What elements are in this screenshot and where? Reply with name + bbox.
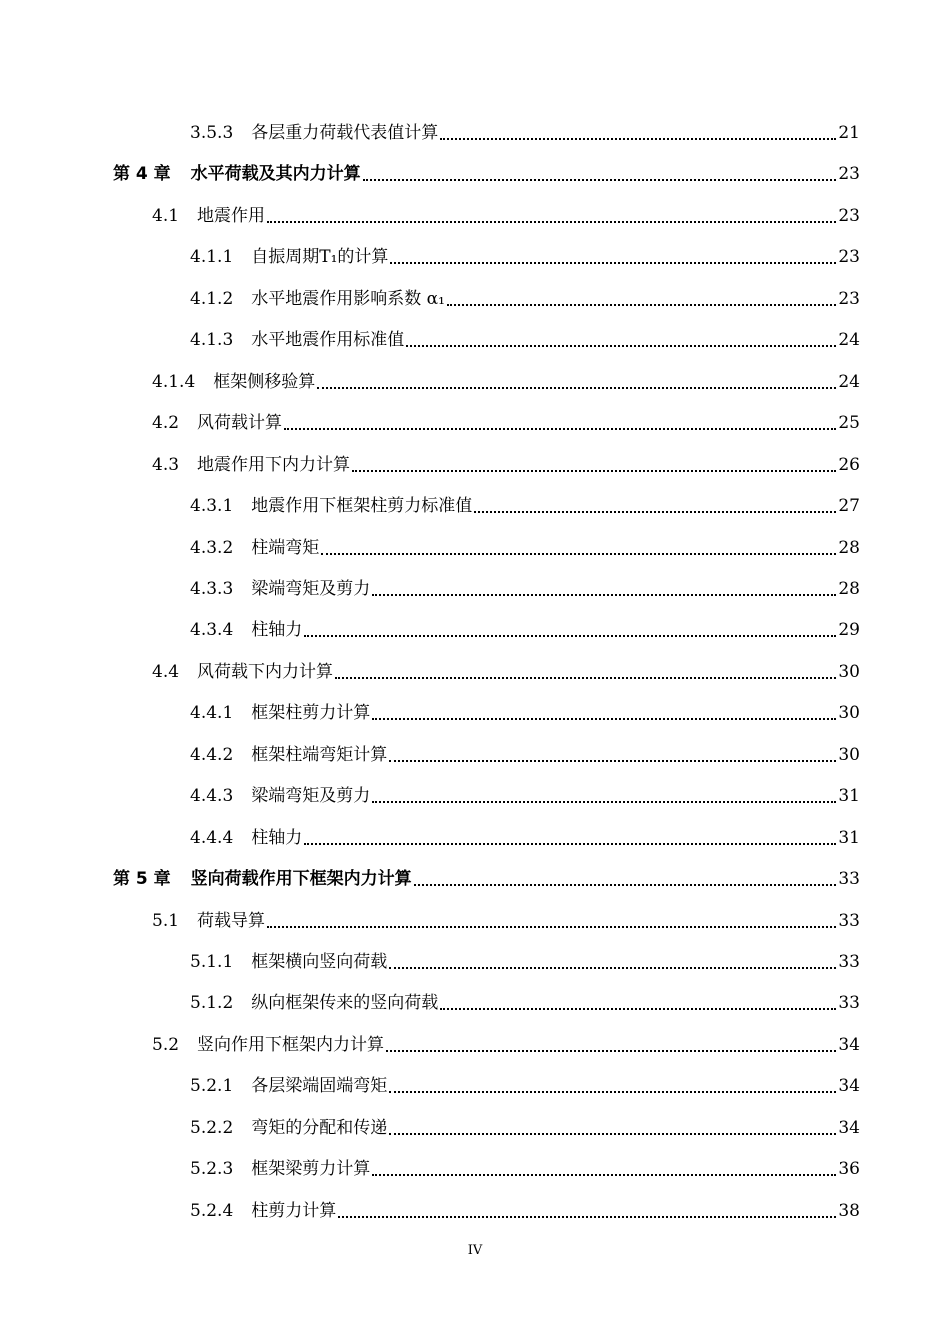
toc-entry-title: 柱剪力计算	[251, 1201, 337, 1221]
toc-entry[interactable]	[190, 287, 860, 311]
toc-entry-title: 自振周期T₁的计算	[251, 247, 389, 267]
toc-entry-number: 4.3.4	[190, 620, 234, 640]
toc-entry-page: 38	[838, 1201, 860, 1221]
toc-entry-number: 4.3.2	[190, 538, 234, 558]
toc-entry-title: 框架侧移验算	[213, 372, 316, 392]
toc-entry-title: 框架柱端弯矩计算	[251, 745, 388, 765]
toc-entry-page: 33	[838, 993, 860, 1013]
toc-entry-page: 31	[838, 828, 860, 848]
toc-entry-page: 23	[838, 289, 860, 309]
toc-entry[interactable]	[190, 618, 860, 642]
toc-entry-title: 水平地震作用影响系数 α₁	[251, 289, 445, 309]
toc-entry-title: 柱端弯矩	[251, 538, 320, 558]
toc-entry[interactable]	[190, 826, 860, 850]
toc-entry-title: 框架梁剪力计算	[251, 1159, 371, 1179]
toc-entry-page: 28	[838, 538, 860, 558]
toc-entry-number: 4.3	[152, 455, 180, 475]
toc-entry[interactable]	[190, 991, 860, 1015]
toc-entry[interactable]	[152, 909, 860, 933]
toc-entry[interactable]	[152, 370, 860, 394]
toc-entry-number: 5.2.3	[190, 1159, 234, 1179]
toc-entry-title: 梁端弯矩及剪力	[251, 786, 371, 806]
dot-leader	[321, 553, 836, 555]
dot-leader	[317, 387, 836, 389]
toc-entry-title: 荷载导算	[197, 911, 266, 931]
toc-entry-number: 4.4.4	[190, 828, 234, 848]
toc-entry-number: 5.1	[152, 911, 180, 931]
toc-entry[interactable]	[190, 536, 860, 560]
toc-entry-number: 4.1	[152, 206, 180, 226]
toc-entry-title: 地震作用下内力计算	[197, 455, 351, 475]
toc-entry-page: 33	[838, 911, 860, 931]
dot-leader	[304, 635, 836, 637]
dot-leader	[363, 179, 837, 181]
dot-leader	[447, 304, 836, 306]
toc-entry[interactable]	[190, 577, 860, 601]
toc-entry[interactable]	[152, 660, 860, 684]
toc-entry[interactable]	[190, 701, 860, 725]
toc-entry-title: 风荷载计算	[197, 413, 283, 433]
toc-entry[interactable]	[113, 162, 860, 186]
toc-entry-number: 4.1.3	[190, 330, 234, 350]
dot-leader	[304, 843, 836, 845]
toc-entry[interactable]	[113, 867, 860, 891]
toc-entry-title: 水平荷载及其内力计算	[190, 164, 361, 184]
toc-entry-title: 柱轴力	[251, 620, 303, 640]
toc-entry-title: 风荷载下内力计算	[197, 662, 334, 682]
dot-leader	[389, 1091, 836, 1093]
toc-entry[interactable]	[190, 1199, 860, 1223]
toc-entry-page: 29	[838, 620, 860, 640]
toc-entry-number: 4.4.3	[190, 786, 234, 806]
toc-entry-number: 5.1.1	[190, 952, 234, 972]
toc-entry-title: 水平地震作用标准值	[251, 330, 405, 350]
toc-entry-page: 27	[838, 496, 860, 516]
toc-entry-page: 34	[838, 1118, 860, 1138]
dot-leader	[406, 345, 836, 347]
toc-entry[interactable]	[190, 1074, 860, 1098]
toc-entry-page: 31	[838, 786, 860, 806]
toc-entry-title: 柱轴力	[251, 828, 303, 848]
toc-entry[interactable]	[190, 328, 860, 352]
toc-entry-page: 23	[838, 247, 860, 267]
toc-entry-page: 33	[838, 869, 860, 889]
toc-entry-page: 30	[838, 745, 860, 765]
toc-entry[interactable]	[152, 453, 860, 477]
toc-entry-page: 25	[838, 413, 860, 433]
toc-entry-page: 30	[838, 703, 860, 723]
toc-entry[interactable]	[190, 121, 860, 145]
dot-leader	[267, 221, 836, 223]
dot-leader	[440, 1008, 836, 1010]
dot-leader	[372, 594, 836, 596]
dot-leader	[389, 760, 836, 762]
toc-entry-page: 28	[838, 579, 860, 599]
toc-entry[interactable]	[190, 784, 860, 808]
toc-entry[interactable]	[190, 1157, 860, 1181]
toc-entry-number: 4.2	[152, 413, 180, 433]
toc-entry-number: 5.1.2	[190, 993, 234, 1013]
toc-entry[interactable]	[190, 245, 860, 269]
toc-entry-page: 23	[838, 164, 860, 184]
toc-entry-page: 33	[838, 952, 860, 972]
page-number-footer: IV	[467, 1243, 483, 1258]
toc-entry-title: 梁端弯矩及剪力	[251, 579, 371, 599]
toc-entry-number: 4.3.3	[190, 579, 234, 599]
toc-entry[interactable]	[190, 743, 860, 767]
dot-leader	[267, 926, 836, 928]
dot-leader	[389, 1133, 836, 1135]
toc-entry[interactable]	[190, 1116, 860, 1140]
toc-entry-page: 24	[838, 330, 860, 350]
dot-leader	[474, 511, 836, 513]
dot-leader	[372, 718, 836, 720]
toc-entry-number: 4.4.1	[190, 703, 234, 723]
dot-leader	[386, 1050, 836, 1052]
toc-entry-title: 竖向荷载作用下框架内力计算	[190, 869, 412, 889]
toc-entry-title: 框架柱剪力计算	[251, 703, 371, 723]
toc-entry-number: 4.4.2	[190, 745, 234, 765]
toc-entry-number: 4.4	[152, 662, 180, 682]
toc-entry[interactable]	[152, 411, 860, 435]
toc-entry-page: 26	[838, 455, 860, 475]
toc-entry-title: 各层梁端固端弯矩	[251, 1076, 388, 1096]
toc-entry-page: 36	[838, 1159, 860, 1179]
toc-entry-number: 4.1.1	[190, 247, 234, 267]
toc-entry-page: 34	[838, 1076, 860, 1096]
dot-leader	[440, 138, 836, 140]
toc-entry-title: 竖向作用下框架内力计算	[197, 1035, 385, 1055]
toc-entry-number: 4.1.4	[152, 372, 196, 392]
toc-entry-number: 3.5.3	[190, 123, 234, 143]
dot-leader	[284, 428, 836, 430]
toc-entry-title: 地震作用下框架柱剪力标准值	[251, 496, 473, 516]
dot-leader	[372, 1174, 836, 1176]
toc-entry-number: 5.2	[152, 1035, 180, 1055]
toc-entry-number: 第 4 章	[113, 164, 171, 184]
dot-leader	[338, 1216, 836, 1218]
toc-entry-page: 21	[838, 123, 860, 143]
toc-entry-title: 弯矩的分配和传递	[251, 1118, 388, 1138]
toc-entry-number: 5.2.1	[190, 1076, 234, 1096]
toc-entry-number: 5.2.4	[190, 1201, 234, 1221]
toc-entry[interactable]	[190, 950, 860, 974]
toc-entry-title: 框架横向竖向荷载	[251, 952, 388, 972]
toc-entry-title: 地震作用	[197, 206, 266, 226]
dot-leader	[335, 677, 836, 679]
toc-entry-number: 4.1.2	[190, 289, 234, 309]
dot-leader	[414, 884, 837, 886]
dot-leader	[389, 967, 836, 969]
toc-entry[interactable]	[190, 494, 860, 518]
toc-entry-page: 34	[838, 1035, 860, 1055]
toc-entry-page: 23	[838, 206, 860, 226]
toc-entry-number: 第 5 章	[113, 869, 171, 889]
toc-entry[interactable]	[152, 204, 860, 228]
toc-entry-number: 5.2.2	[190, 1118, 234, 1138]
toc-entry-title: 各层重力荷载代表值计算	[251, 123, 439, 143]
toc-entry-page: 30	[838, 662, 860, 682]
toc-entry-page: 24	[838, 372, 860, 392]
dot-leader	[372, 801, 836, 803]
dot-leader	[390, 262, 836, 264]
dot-leader	[352, 470, 836, 472]
toc-entry-title: 纵向框架传来的竖向荷载	[251, 993, 439, 1013]
toc-entry[interactable]	[152, 1033, 860, 1057]
toc-entry-number: 4.3.1	[190, 496, 234, 516]
